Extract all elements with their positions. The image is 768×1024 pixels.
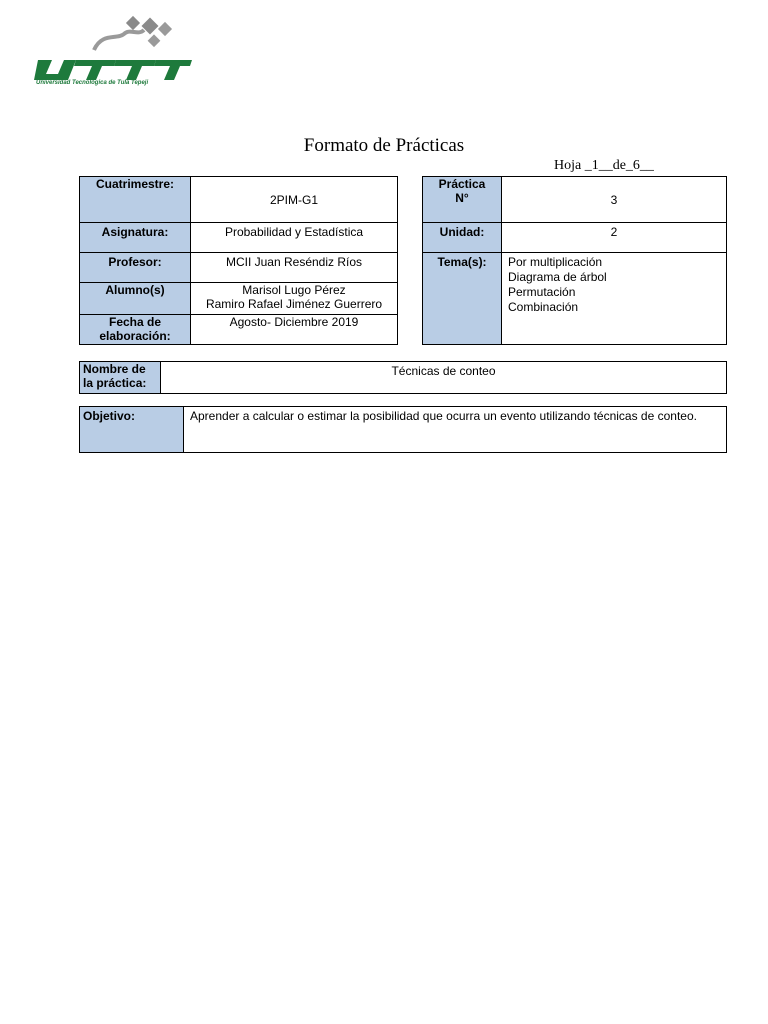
nombre-value: Técnicas de conteo [161,362,727,394]
practica-label [423,177,502,223]
university-logo [32,12,192,92]
tema-item: Por multiplicación [508,255,603,269]
cuatrimestre-label: Cuatrimestre: [80,177,191,223]
fecha-label-line: elaboración: [99,329,171,343]
asignatura-label: Asignatura: [80,223,191,253]
tema-item: Permutación [508,285,576,299]
logo-subtitle: Universidad Tecnológica de Tula Tepeji [36,80,149,86]
practica-value: 3 [502,177,727,223]
page-title: Formato de Prácticas [303,135,465,156]
alumno-name: Ramiro Rafael Jiménez Guerrero [205,297,383,311]
sheet-number: Hoja _1__de_6__ [554,158,654,173]
unidad-value: 2 [502,223,727,253]
profesor-value: MCII Juan Reséndiz Ríos [191,253,398,283]
objetivo-label: Objetivo: [80,407,184,453]
cuatrimestre-value: 2PIM-G1 [191,177,398,223]
fecha-value: Agosto- Diciembre 2019 [191,315,398,345]
temas-label: Tema(s): [423,253,502,345]
fecha-label-line: Fecha de [108,315,162,329]
tema-item: Combinación [508,300,579,314]
nombre-label [80,362,161,394]
asignatura-value: Probabilidad y Estadística [191,223,398,253]
objective-table [79,406,727,453]
info-table-left [79,176,398,345]
info-table-right [422,176,727,345]
alumno-value [191,283,398,315]
profesor-label: Profesor: [80,253,191,283]
unidad-label: Unidad: [423,223,502,253]
practica-label-line: Práctica [438,177,486,191]
alumno-label: Alumno(s) [80,283,191,315]
tema-item: Diagrama de árbol [508,270,607,284]
objetivo-value: Aprender a calcular o estimar la posibilidad que ocurra un evento utilizando técnicas de conteo. [184,407,727,453]
nombre-label-line: Nombre de [83,362,146,376]
practica-label-line: N° [455,191,469,205]
fecha-label [80,315,191,345]
practice-name-table [79,361,727,394]
alumno-name: Marisol Lugo Pérez [242,283,346,297]
nombre-label-line: la práctica: [83,376,147,390]
temas-list [502,253,727,345]
